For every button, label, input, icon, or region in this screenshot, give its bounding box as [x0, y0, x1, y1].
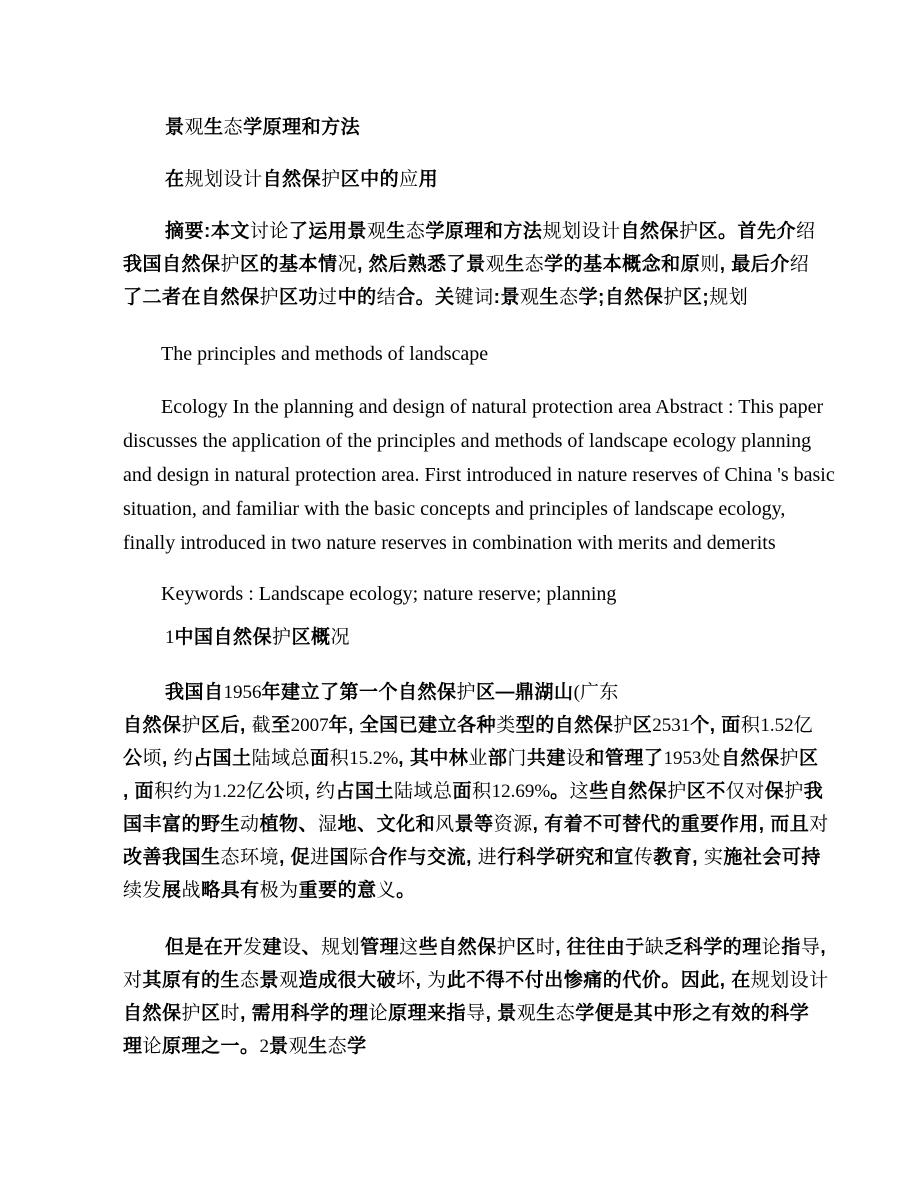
text-line: 1中国自然保护区概况 — [165, 627, 351, 648]
text-line: 自然保护区后, 截至2007年, 全国已建立各种类型的自然保护区2531个, 面积1.52亿 — [123, 715, 814, 736]
text-line: The principles and methods of landscape — [161, 343, 489, 365]
abstract-paragraph — [123, 215, 816, 314]
english-abstract — [123, 390, 835, 560]
keywords-line — [123, 577, 797, 611]
text-line: Keywords : Landscape ecology; nature reserve; planning — [161, 583, 617, 605]
text-line: 我国自1956年建立了第一个自然保护区—鼎湖山(广东 — [165, 682, 619, 703]
paragraph-overview — [123, 676, 829, 907]
text-line: finally introduced in two nature reserves in combination with merits and demerits — [123, 532, 776, 554]
text-line: 对其原有的生态景观造成很大破坏, 为此不得不付出惨痛的代价。因此, 在规划设计 — [123, 970, 829, 991]
text-line: , 面积约为1.22亿公顷, 约占国土陆域总面积12.69%。这些自然保护区不仅对保护我 — [123, 781, 824, 802]
text-line: discusses the application of the principles and methods of landscape ecology planning — [123, 430, 812, 452]
text-line: 自然保护区时, 需用科学的理论原理来指导, 景观生态学便是其中形之有效的科学 — [123, 1003, 810, 1024]
text-line: 我国自然保护区的基本情况, 然后熟悉了景观生态学的基本概念和原则, 最后介绍 — [123, 254, 810, 275]
section-heading-1 — [123, 621, 797, 654]
text-line: 但是在开发建设、规划管理这些自然保护区时, 往往由于缺乏科学的理论指导, — [165, 937, 827, 958]
text-line: 改善我国生态环境, 促进国际合作与交流, 进行科学研究和宣传教育, 实施社会可持 — [123, 847, 821, 868]
text-line: 续发展战略具有极为重要的意义。 — [123, 880, 416, 901]
paragraph-problem — [123, 931, 829, 1063]
text-line: Ecology In the planning and design of natural protection area Abstract : This paper — [161, 396, 824, 418]
title-line-1 — [123, 111, 797, 144]
text-line: 在规划设计自然保护区中的应用 — [165, 169, 439, 190]
title-line-2 — [123, 163, 797, 196]
text-line: 公顷, 约占国土陆域总面积15.2%, 其中林业部门共建设和管理了1953处自然保护区 — [123, 748, 819, 769]
text-line: and design in natural protection area. First introduced in nature reserves of China 's basic — [123, 464, 835, 486]
text-line: 摘要:本文讨论了运用景观生态学原理和方法规划设计自然保护区。首先介绍 — [165, 221, 816, 242]
text-line: 景观生态学原理和方法 — [165, 117, 361, 138]
text-line: 了二者在自然保护区功过中的结合。关键词:景观生态学;自然保护区;规划 — [123, 287, 749, 308]
text-line: 理论原理之一。2景观生态学 — [123, 1036, 367, 1057]
english-title — [123, 337, 797, 371]
text-line: situation, and familiar with the basic concepts and principles of landscape ecology, — [123, 498, 786, 520]
text-line: 国丰富的野生动植物、湿地、文化和风景等资源, 有着不可替代的重要作用, 而且对 — [123, 814, 829, 835]
